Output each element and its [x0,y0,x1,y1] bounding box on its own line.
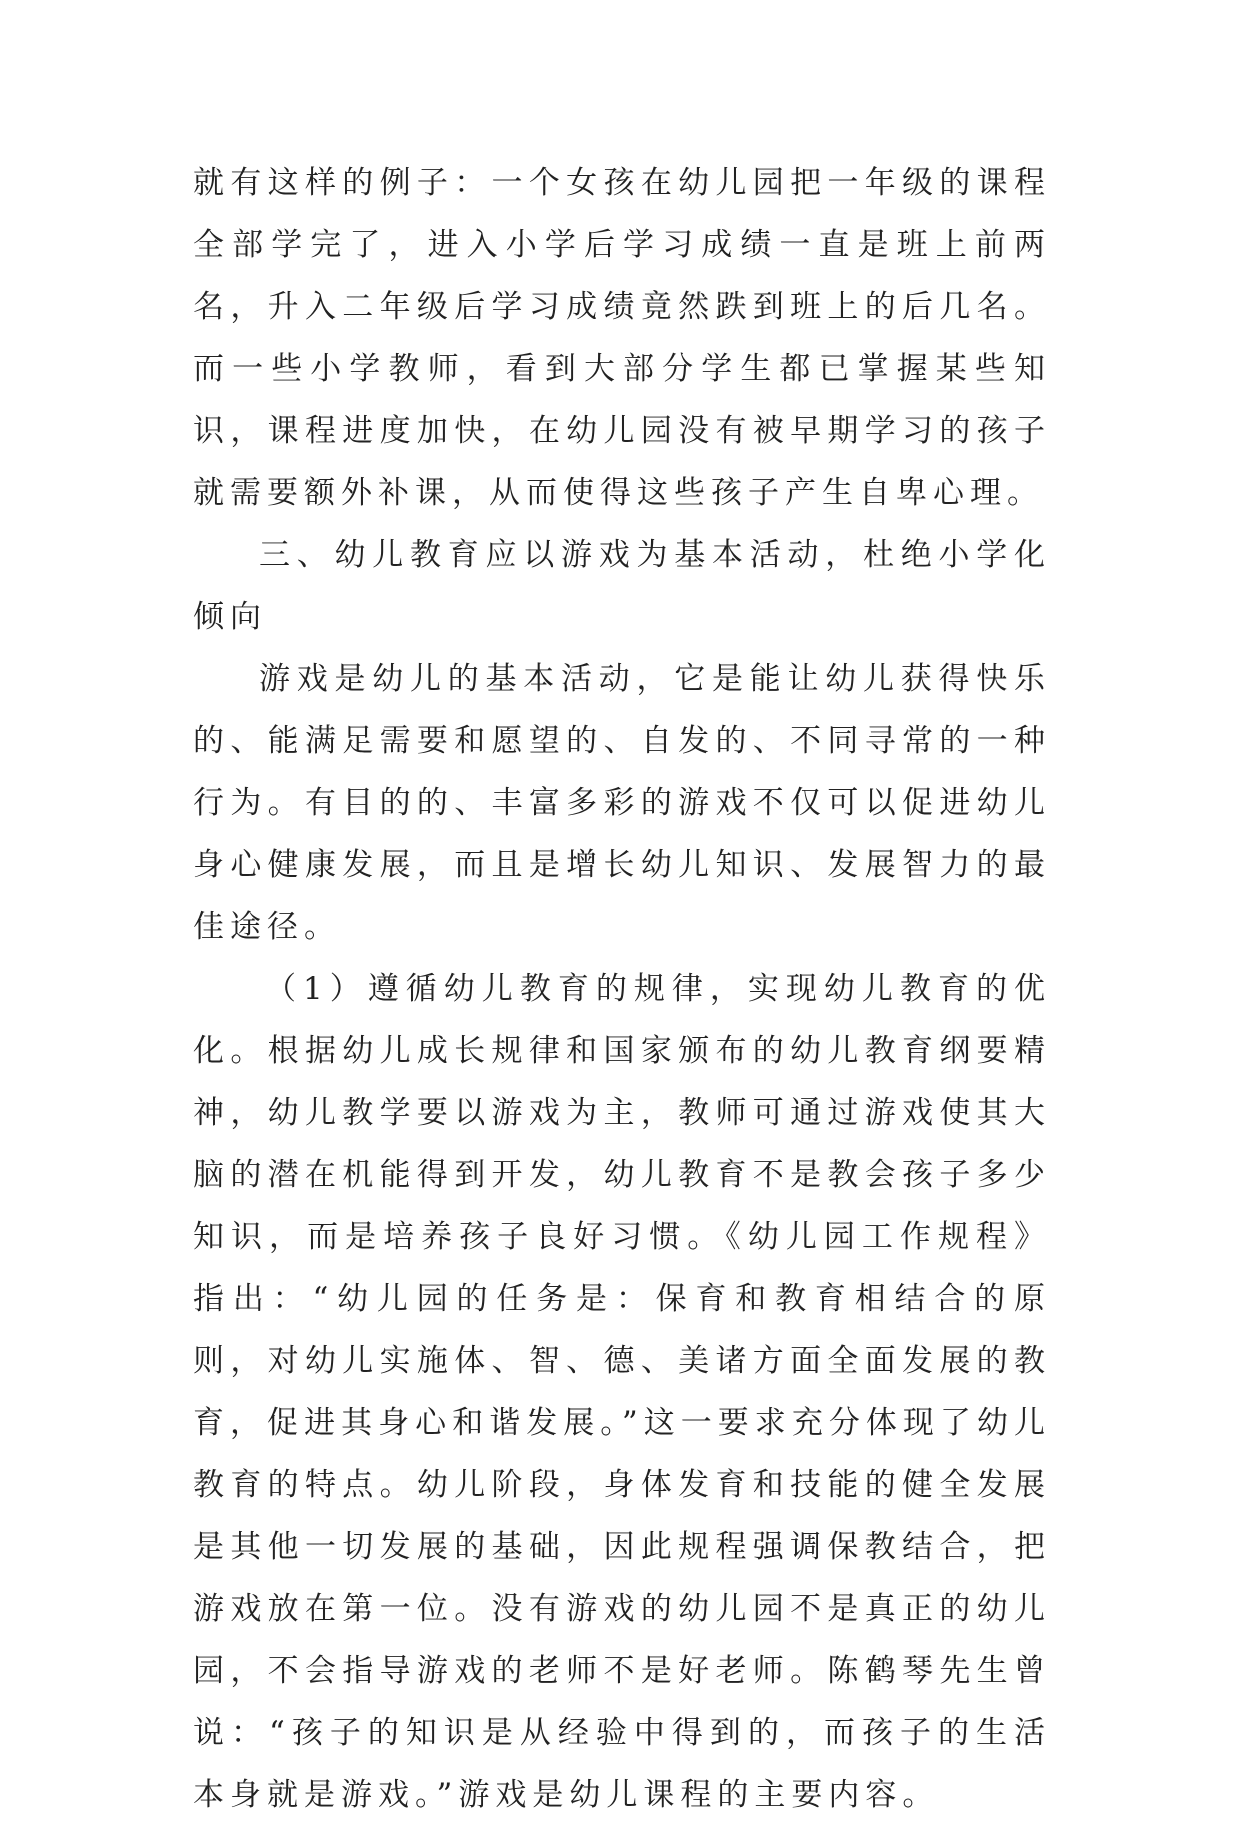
paragraph-games: 游戏是幼儿的基本活动，它是能让幼儿获得快乐的、能满足需要和愿望的、自发的、不同寻常的一种行为。有目的的、丰富多彩的游戏不仅可以促进幼儿身心健康发展，而且是增长幼儿知识、发展智力的最佳途径。 [193,661,1051,945]
paragraph-point-1: （1）遵循幼儿教育的规律，实现幼儿教育的优化。根据幼儿成长规律和国家颁布的幼儿教育纲要精神，幼儿教学要以游戏为主，教师可通过游戏使其大脑的潜在机能得到开发，幼儿教育不是教会孩子多少知识，而是培养孩子良好习惯。《幼儿园工作规程》指出：“幼儿园的任务是：保育和教育相结合的原则，对幼儿实施体、智、德、美诸方面全面发展的教育，促进其身心和谐发展。”这一要求充分体现了幼儿教育的特点。幼儿阶段，身体发育和技能的健全发展是其他一切发展的基础，因此规程强调保教结合，把游戏放在第一位。没有游戏的幼儿园不是真正的幼儿园，不会指导游戏的老师不是好老师。陈鹤琴先生曾说：“孩子的知识是从经验中得到的，而孩子的生活本身就是游戏。”游戏是幼儿课程的主要内容。 [193,971,1051,1813]
section-heading: 三、幼儿教育应以游戏为基本活动，杜绝小学化倾向 [193,537,1051,635]
paragraph-continuation: 就有这样的例子：一个女孩在幼儿园把一年级的课程全部学完了，进入小学后学习成绩一直是班上前两名，升入二年级后学习成绩竟然跌到班上的后几名。而一些小学教师，看到大部分学生都已掌握某些知识，课程进度加快，在幼儿园没有被早期学习的孩子就需要额外补课，从而使得这些孩子产生自卑心理。 [193,165,1051,511]
document-body [193,152,1051,1826]
